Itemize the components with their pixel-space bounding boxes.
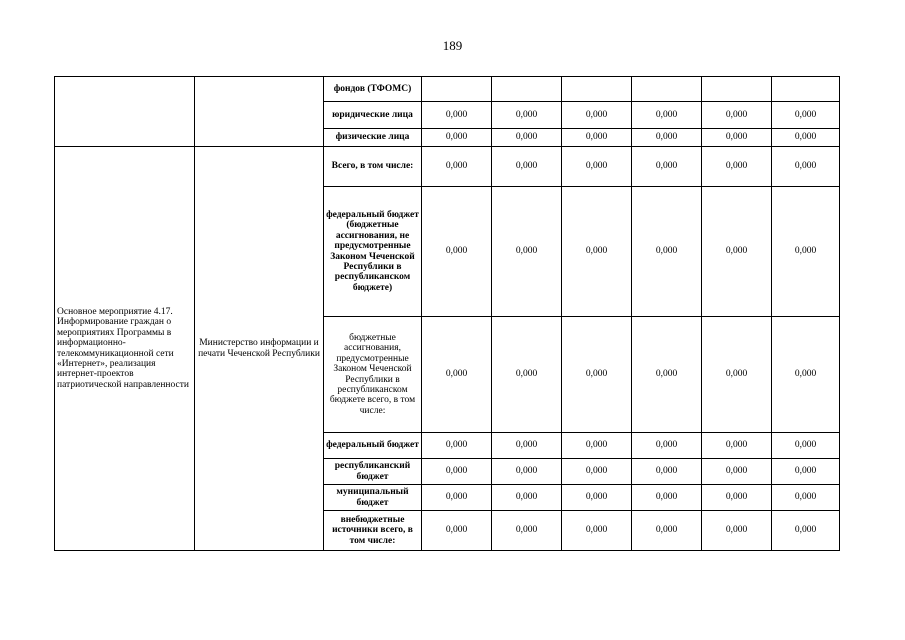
value-cell: 0,000 xyxy=(772,102,840,129)
value-cell: 0,000 xyxy=(422,187,492,317)
value-cell: 0,000 xyxy=(772,317,840,433)
value-cell: 0,000 xyxy=(772,459,840,485)
value-cell: 0,000 xyxy=(422,129,492,147)
value-cell: 0,000 xyxy=(562,317,632,433)
funding-source-cell: юридические лица xyxy=(324,102,422,129)
value-cell: 0,000 xyxy=(632,433,702,459)
funding-source-cell: республиканский бюджет xyxy=(324,459,422,485)
funding-source-cell: Всего, в том числе: xyxy=(324,147,422,187)
value-cell xyxy=(422,77,492,102)
value-cell: 0,000 xyxy=(702,129,772,147)
value-cell: 0,000 xyxy=(702,485,772,511)
value-cell: 0,000 xyxy=(492,129,562,147)
value-cell: 0,000 xyxy=(422,147,492,187)
value-cell: 0,000 xyxy=(422,317,492,433)
value-cell xyxy=(702,77,772,102)
executor-name: Министерство информации и печати Чеченской Республики xyxy=(195,147,324,551)
value-cell: 0,000 xyxy=(562,433,632,459)
value-cell: 0,000 xyxy=(772,187,840,317)
page-number: 189 xyxy=(442,38,463,53)
funding-source-cell: бюджетные ассигнования, предусмотренные Законом Чеченской Республики в республиканском бюджете всего, в том числе: xyxy=(324,317,422,433)
value-cell: 0,000 xyxy=(632,459,702,485)
empty-executor-cell xyxy=(195,77,324,147)
table-row xyxy=(55,77,840,102)
value-cell: 0,000 xyxy=(772,147,840,187)
value-cell: 0,000 xyxy=(702,102,772,129)
value-cell: 0,000 xyxy=(492,187,562,317)
value-cell: 0,000 xyxy=(492,433,562,459)
event-description: Основное мероприятие 4.17. Информирование граждан о мероприятиях Программы в информационно-телекоммуникационной сети «Интернет», реализация интернет-проектов патриотической направленности xyxy=(55,147,195,551)
value-cell: 0,000 xyxy=(632,102,702,129)
value-cell: 0,000 xyxy=(422,433,492,459)
value-cell: 0,000 xyxy=(562,129,632,147)
value-cell: 0,000 xyxy=(772,511,840,551)
value-cell: 0,000 xyxy=(772,485,840,511)
value-cell xyxy=(632,77,702,102)
value-cell: 0,000 xyxy=(632,147,702,187)
funding-source-cell: внебюджетные источники всего, в том числе: xyxy=(324,511,422,551)
value-cell: 0,000 xyxy=(422,459,492,485)
empty-event-cell xyxy=(55,77,195,147)
funding-source-cell: федеральный бюджет xyxy=(324,433,422,459)
value-cell: 0,000 xyxy=(702,433,772,459)
value-cell: 0,000 xyxy=(492,459,562,485)
budget-table xyxy=(54,76,840,551)
funding-source-cell: федеральный бюджет (бюджетные ассигнования, не предусмотренные Законом Чеченской Республики в республиканском бюджете) xyxy=(324,187,422,317)
value-cell: 0,000 xyxy=(492,317,562,433)
value-cell xyxy=(562,77,632,102)
value-cell: 0,000 xyxy=(702,317,772,433)
value-cell: 0,000 xyxy=(772,433,840,459)
value-cell xyxy=(492,77,562,102)
value-cell: 0,000 xyxy=(422,102,492,129)
value-cell: 0,000 xyxy=(772,129,840,147)
funding-source-cell: физические лица xyxy=(324,129,422,147)
value-cell: 0,000 xyxy=(492,147,562,187)
value-cell: 0,000 xyxy=(562,459,632,485)
value-cell: 0,000 xyxy=(492,102,562,129)
value-cell: 0,000 xyxy=(702,511,772,551)
funding-source-cell: фондов (ТФОМС) xyxy=(324,77,422,102)
value-cell: 0,000 xyxy=(702,187,772,317)
value-cell: 0,000 xyxy=(562,187,632,317)
value-cell: 0,000 xyxy=(632,317,702,433)
value-cell: 0,000 xyxy=(632,485,702,511)
value-cell: 0,000 xyxy=(632,129,702,147)
value-cell: 0,000 xyxy=(632,511,702,551)
value-cell xyxy=(772,77,840,102)
value-cell: 0,000 xyxy=(422,511,492,551)
value-cell: 0,000 xyxy=(702,459,772,485)
funding-source-cell: муниципальный бюджет xyxy=(324,485,422,511)
value-cell: 0,000 xyxy=(702,147,772,187)
value-cell: 0,000 xyxy=(562,485,632,511)
value-cell: 0,000 xyxy=(562,511,632,551)
value-cell: 0,000 xyxy=(562,147,632,187)
value-cell: 0,000 xyxy=(422,485,492,511)
value-cell: 0,000 xyxy=(492,485,562,511)
value-cell: 0,000 xyxy=(492,511,562,551)
table-row xyxy=(55,147,840,187)
value-cell: 0,000 xyxy=(562,102,632,129)
value-cell: 0,000 xyxy=(632,187,702,317)
